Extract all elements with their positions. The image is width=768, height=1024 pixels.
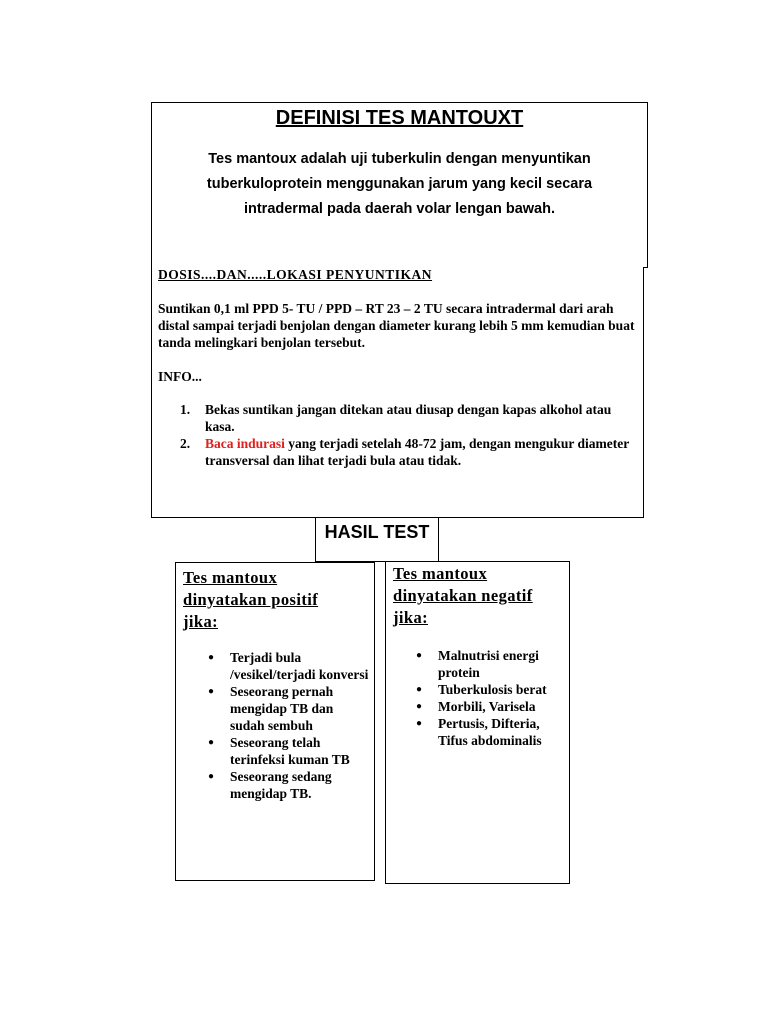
definition-body: Tes mantoux adalah uji tuberkulin dengan menyuntikan tuberkuloprotein menggunakan jarum yang kecil secara intradermal pada daerah volar lengan bawah. — [206, 151, 593, 217]
dosis-title: DOSIS....DAN.....LOKASI PENYUNTIKAN — [158, 267, 433, 282]
list-item — [414, 647, 569, 681]
list-item — [414, 715, 569, 749]
bullet-icon: ● — [208, 771, 215, 782]
negative-title — [393, 563, 571, 629]
list-item-text: Malnutrisi energi protein — [438, 648, 539, 680]
positive-list — [206, 649, 371, 802]
bullet-icon: ● — [208, 652, 215, 663]
dosis-body: Suntikan 0,1 ml PPD 5- TU / PPD – RT 23 – 2 TU secara intradermal dari arah distal sampai terjadi benjolan dengan diameter kurang lebih 5 mm kemudian buat tanda melingkari benjolan tersebut. — [158, 301, 635, 350]
definition-box — [151, 102, 648, 268]
bullet-icon: ● — [416, 684, 423, 695]
info-list — [180, 401, 635, 469]
info-item-text: yang terjadi setelah 48-72 jam, dengan mengukur diameter transversal dan lihat terjadi bula atau tidak. — [205, 436, 630, 468]
info-item-number: 2. — [180, 436, 191, 451]
info-item-number: 1. — [180, 402, 191, 417]
positive-result-box — [175, 562, 375, 881]
positive-title — [183, 567, 373, 633]
list-item-text: Pertusis, Difteria, Tifus abdominalis — [438, 716, 542, 748]
dosis-box — [151, 267, 644, 518]
negative-title-line3: jika: — [393, 608, 428, 627]
list-item-text: Seseorang telah terinfeksi kuman TB — [230, 735, 350, 767]
positive-title-line3: jika: — [183, 612, 218, 631]
list-item — [206, 734, 371, 768]
info-item — [180, 401, 635, 435]
list-item-text: Seseorang sedang mengidap TB. — [230, 769, 332, 801]
info-item-highlight: Baca indurasi — [205, 436, 285, 451]
info-item-text: Bekas suntikan jangan ditekan atau diusap dengan kapas alkohol atau kasa. — [205, 402, 612, 434]
list-item-text: Terjadi bula /vesikel/terjadi konversi — [230, 650, 369, 682]
negative-title-line2: dinyatakan negatif — [393, 586, 533, 605]
list-item-text: Seseorang pernah mengidap TB dan sudah sembuh — [230, 684, 334, 733]
negative-title-line1: Tes mantoux — [393, 564, 488, 583]
list-item — [206, 649, 371, 683]
positive-title-line2: dinyatakan positif — [183, 590, 319, 609]
list-item — [414, 698, 569, 715]
bullet-icon: ● — [208, 686, 215, 697]
list-item — [414, 681, 569, 698]
list-item-text: Morbili, Varisela — [438, 699, 536, 714]
bullet-icon: ● — [416, 718, 423, 729]
positive-title-line1: Tes mantoux — [183, 568, 278, 587]
bullet-icon: ● — [416, 701, 423, 712]
list-item-text: Tuberkulosis berat — [438, 682, 547, 697]
info-label: INFO... — [158, 369, 202, 384]
info-item — [180, 435, 635, 469]
bullet-icon: ● — [208, 737, 215, 748]
hasil-test-title: HASIL TEST — [324, 522, 430, 542]
bullet-icon: ● — [416, 650, 423, 661]
negative-result-box — [385, 561, 570, 884]
hasil-test-box — [315, 517, 439, 562]
negative-list — [414, 647, 569, 749]
definition-title: DEFINISI TES MANTOUXT — [275, 107, 524, 129]
list-item — [206, 683, 371, 734]
list-item — [206, 768, 371, 802]
